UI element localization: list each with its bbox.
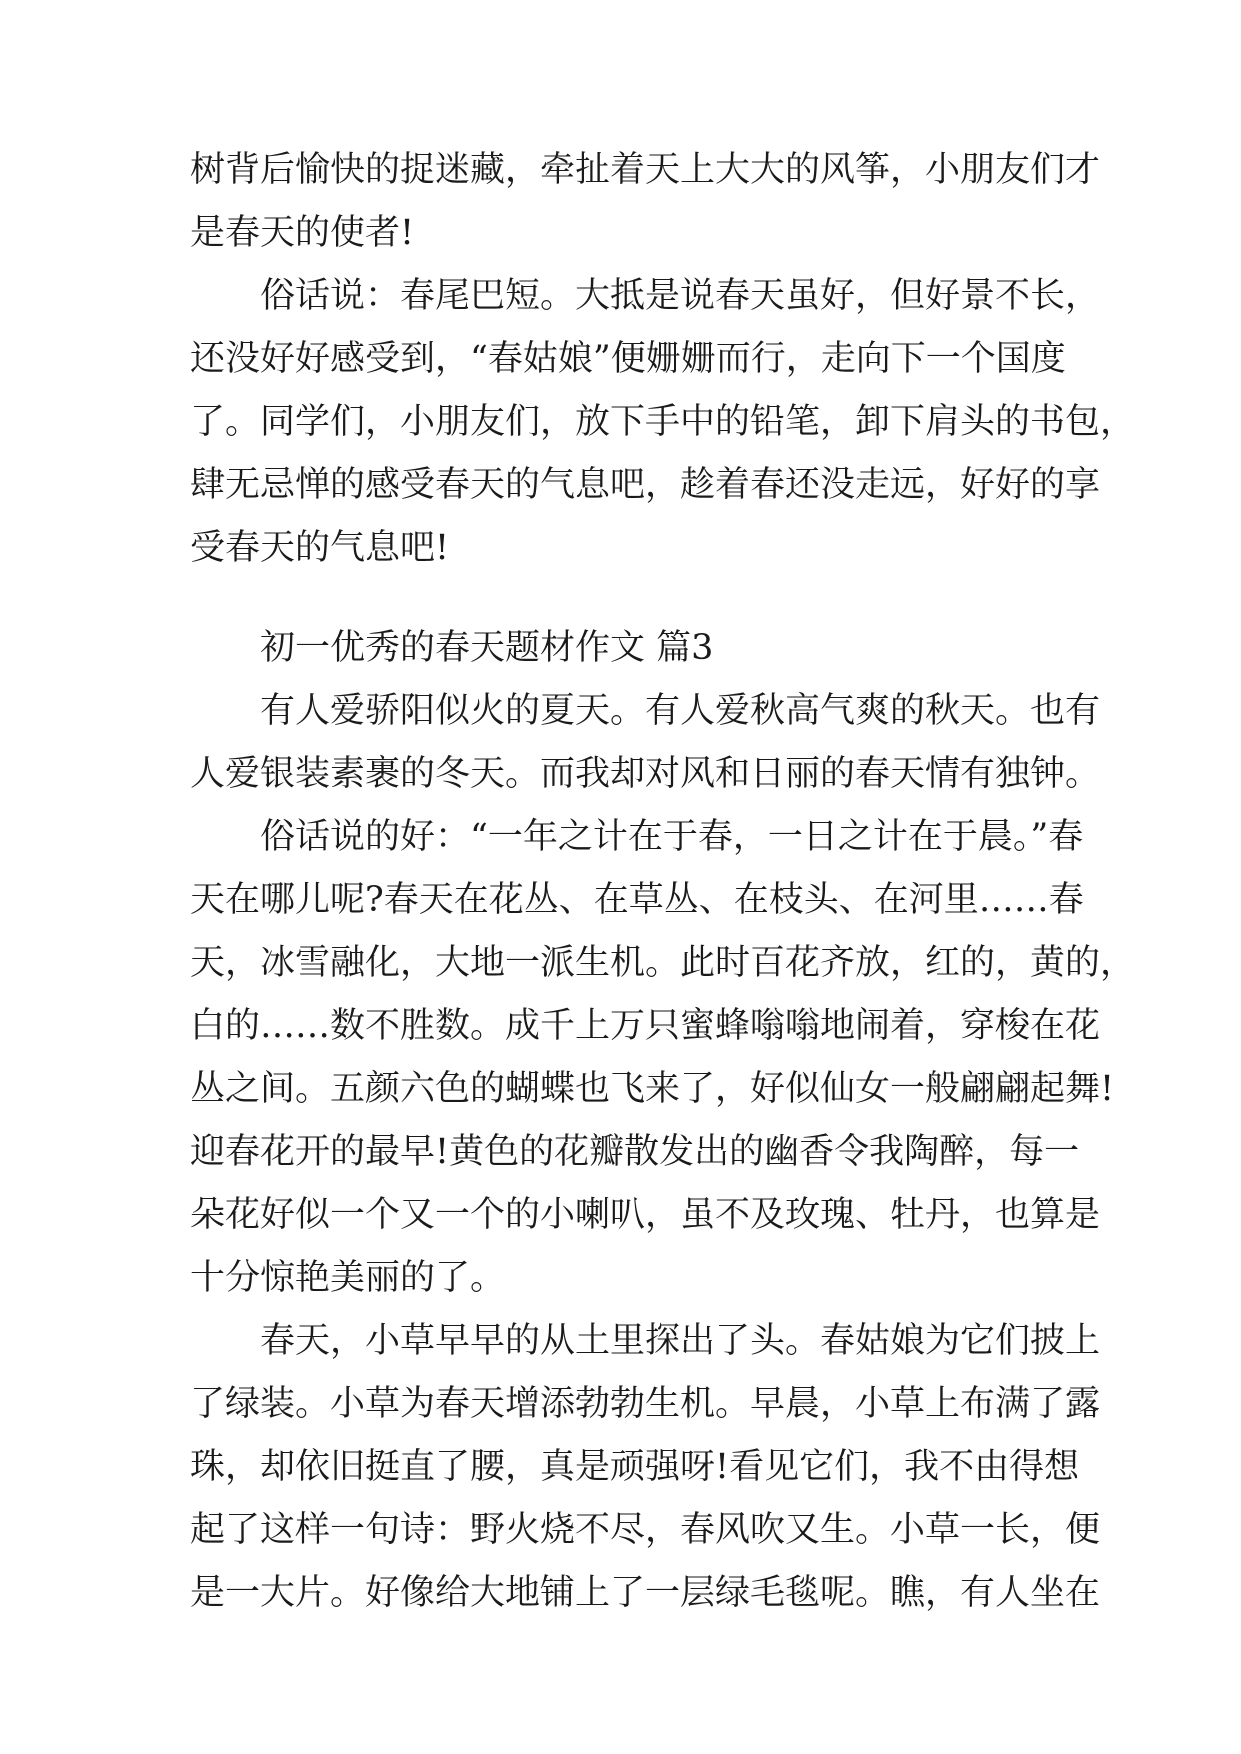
paragraph-start-line: 俗话说：春尾巴短。大抵是说春天虽好，但好景不长， bbox=[260, 276, 1101, 316]
paragraph-start-line: 俗话说的好：“一年之计在于春，一日之计在于晨。”春 bbox=[260, 817, 1084, 857]
text-line: 丛之间。五颜六色的蝴蝶也飞来了，好似仙女一般翩翩起舞! bbox=[190, 1069, 1115, 1109]
paragraph-start-line: 春天，小草早早的从土里探出了头。春姑娘为它们披上 bbox=[260, 1321, 1101, 1361]
text-line: 天在哪儿呢?春天在花丛、在草丛、在枝头、在河里……春 bbox=[190, 880, 1084, 920]
paragraph-start-line: 有人爱骄阳似火的夏天。有人爱秋高气爽的秋天。也有 bbox=[260, 691, 1101, 731]
text-line: 了。同学们，小朋友们，放下手中的铅笔，卸下肩头的书包， bbox=[190, 402, 1136, 442]
text-line: 了绿装。小草为春天增添勃勃生机。早晨，小草上布满了露 bbox=[190, 1384, 1101, 1424]
text-line: 树背后愉快的捉迷藏，牵扯着天上大大的风筝，小朋友们才 bbox=[190, 150, 1101, 190]
text-line: 肆无忌惮的感受春天的气息吧，趁着春还没走远，好好的享 bbox=[190, 465, 1101, 505]
text-line: 是一大片。好像给大地铺上了一层绿毛毯呢。瞧，有人坐在 bbox=[190, 1573, 1101, 1613]
text-line: 天，冰雪融化，大地一派生机。此时百花齐放，红的，黄的， bbox=[190, 943, 1136, 983]
section-heading: 初一优秀的春天题材作文 篇3 bbox=[260, 628, 714, 668]
text-line: 起了这样一句诗：野火烧不尽，春风吹又生。小草一长，便 bbox=[190, 1510, 1101, 1550]
text-line: 迎春花开的最早!黄色的花瓣散发出的幽香令我陶醉，每一 bbox=[190, 1132, 1080, 1172]
text-line: 十分惊艳美丽的了。 bbox=[190, 1258, 506, 1298]
text-line: 朵花好似一个又一个的小喇叭，虽不及玫瑰、牡丹，也算是 bbox=[190, 1195, 1101, 1235]
text-line: 白的……数不胜数。成千上万只蜜蜂嗡嗡地闹着，穿梭在花 bbox=[190, 1006, 1101, 1046]
text-line: 人爱银装素裹的冬天。而我却对风和日丽的春天情有独钟。 bbox=[190, 754, 1101, 794]
text-line: 还没好好感受到，“春姑娘”便姗姗而行，走向下一个国度 bbox=[190, 339, 1066, 379]
text-line: 珠，却依旧挺直了腰，真是顽强呀!看见它们，我不由得想 bbox=[190, 1447, 1080, 1487]
text-line: 是春天的使者! bbox=[190, 213, 415, 253]
text-line: 受春天的气息吧! bbox=[190, 528, 450, 568]
